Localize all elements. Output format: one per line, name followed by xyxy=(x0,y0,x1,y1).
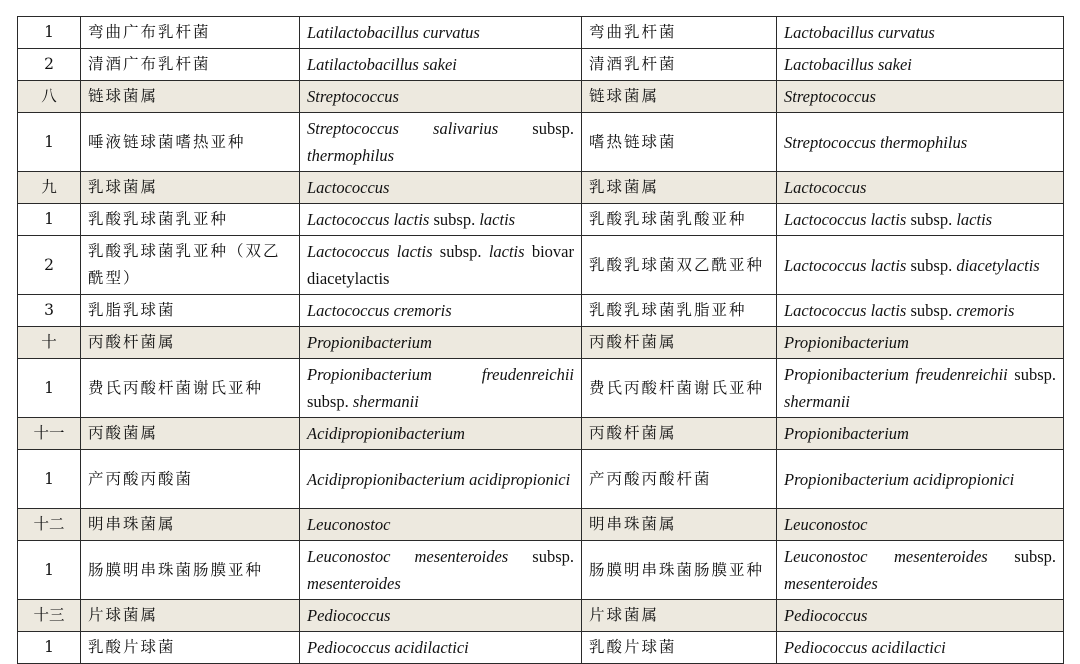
row-number: 九 xyxy=(18,172,81,204)
latin-name-segment: Streptococcus xyxy=(307,87,399,106)
chinese-name-new: 产丙酸丙酸菌 xyxy=(81,450,300,509)
latin-name-segment: Pediococcus xyxy=(784,606,868,625)
genus-row xyxy=(18,509,1064,541)
chinese-name-new: 明串珠菌属 xyxy=(81,509,300,541)
latin-name-segment: Streptococcus thermophilus xyxy=(784,132,968,152)
latin-name-old xyxy=(777,204,1064,236)
latin-name-segment: Lactococcus lactis xyxy=(784,210,907,229)
latin-name-new xyxy=(300,359,582,418)
chinese-name-new: 弯曲广布乳杆菌 xyxy=(81,17,300,49)
latin-name-segment: Propionibacterium acidipropionici xyxy=(784,469,1015,489)
genus-row xyxy=(18,600,1064,632)
chinese-name-new: 乳球菌属 xyxy=(81,172,300,204)
row-number: 八 xyxy=(18,81,81,113)
strain-name-table xyxy=(17,16,1064,664)
latin-name-new xyxy=(300,327,582,359)
genus-row xyxy=(18,327,1064,359)
latin-name-segment: shermanii xyxy=(784,392,850,411)
latin-name-segment: Lactococcus xyxy=(307,178,390,197)
latin-name-segment: Lactobacillus curvatus xyxy=(784,23,935,42)
chinese-name-old: 嗜热链球菌 xyxy=(582,113,777,172)
latin-name-old xyxy=(777,236,1064,295)
latin-name-old xyxy=(777,172,1064,204)
chinese-name-new: 链球菌属 xyxy=(81,81,300,113)
species-row xyxy=(18,17,1064,49)
latin-name-segment: subsp. xyxy=(906,301,957,320)
chinese-name-old: 清酒乳杆菌 xyxy=(582,49,777,81)
species-row xyxy=(18,541,1064,600)
latin-name-segment: Pediococcus acidilactici xyxy=(784,638,946,657)
latin-name-segment: Leuconostoc xyxy=(307,515,391,534)
latin-name-new xyxy=(300,632,582,664)
latin-name-segment: Streptococcus salivarius xyxy=(307,119,499,138)
latin-name-old xyxy=(777,509,1064,541)
latin-name-segment: Latilactobacillus sakei xyxy=(307,55,457,74)
chinese-name-new: 乳酸乳球菌乳亚种 xyxy=(81,204,300,236)
latin-name-segment: Lactococcus lactis xyxy=(307,210,430,229)
latin-name-old xyxy=(777,17,1064,49)
latin-name-segment: subsp. xyxy=(429,210,480,229)
latin-name-segment: diacetylactis xyxy=(956,255,1040,275)
latin-name-segment: lactis xyxy=(488,242,525,261)
chinese-name-new: 费氏丙酸杆菌谢氏亚种 xyxy=(81,359,300,418)
row-number: 3 xyxy=(18,295,81,327)
latin-name-segment: Pediococcus xyxy=(307,606,391,625)
latin-name-segment: subsp. xyxy=(906,255,957,275)
chinese-name-old: 乳酸乳球菌乳酸亚种 xyxy=(582,204,777,236)
latin-name-segment: Pediococcus acidilactici xyxy=(307,638,469,657)
species-row xyxy=(18,236,1064,295)
chinese-name-old: 弯曲乳杆菌 xyxy=(582,17,777,49)
latin-name-segment: Propionibacterium xyxy=(784,424,909,443)
row-number: 1 xyxy=(18,359,81,418)
latin-name-segment: Propionibacterium freudenreichii xyxy=(784,365,1008,384)
latin-name-old xyxy=(777,541,1064,600)
latin-name-new xyxy=(300,113,582,172)
row-number: 1 xyxy=(18,204,81,236)
latin-name-new xyxy=(300,541,582,600)
latin-name-old xyxy=(777,359,1064,418)
chinese-name-old: 乳酸乳球菌乳脂亚种 xyxy=(582,295,777,327)
latin-name-old xyxy=(777,418,1064,450)
latin-name-new xyxy=(300,509,582,541)
chinese-name-new: 肠膜明串珠菌肠膜亚种 xyxy=(81,541,300,600)
latin-name-segment: Lactococcus lactis xyxy=(784,301,907,320)
latin-name-segment: thermophilus xyxy=(307,146,395,165)
latin-name-segment: mesenteroides xyxy=(307,574,401,593)
chinese-name-old: 片球菌属 xyxy=(582,600,777,632)
chinese-name-old: 乳酸片球菌 xyxy=(582,632,777,664)
species-row xyxy=(18,450,1064,509)
row-number: 1 xyxy=(18,113,81,172)
latin-name-segment: lactis xyxy=(956,210,993,229)
row-number: 1 xyxy=(18,17,81,49)
row-number: 十一 xyxy=(18,418,81,450)
latin-name-old xyxy=(777,632,1064,664)
species-row xyxy=(18,632,1064,664)
latin-name-segment: Latilactobacillus curvatus xyxy=(307,23,480,42)
latin-name-old xyxy=(777,600,1064,632)
latin-name-segment: Lactococcus lactis xyxy=(784,255,907,275)
chinese-name-old: 肠膜明串珠菌肠膜亚种 xyxy=(582,541,777,600)
latin-name-segment: subsp. xyxy=(1007,365,1056,384)
latin-name-new xyxy=(300,81,582,113)
latin-name-segment: Lactococcus xyxy=(784,178,867,197)
latin-name-segment: cremoris xyxy=(956,301,1015,320)
latin-name-segment: Leuconostoc mesenteroides xyxy=(784,547,988,566)
latin-name-segment: Streptococcus xyxy=(784,87,876,106)
row-number: 2 xyxy=(18,49,81,81)
latin-name-new xyxy=(300,49,582,81)
latin-name-new xyxy=(300,204,582,236)
chinese-name-new: 丙酸杆菌属 xyxy=(81,327,300,359)
latin-name-segment: Leuconostoc xyxy=(784,515,868,534)
latin-name-old xyxy=(777,81,1064,113)
chinese-name-new: 清酒广布乳杆菌 xyxy=(81,49,300,81)
latin-name-new xyxy=(300,17,582,49)
species-row xyxy=(18,49,1064,81)
chinese-name-old: 产丙酸丙酸杆菌 xyxy=(582,450,777,509)
latin-name-old xyxy=(777,49,1064,81)
latin-name-segment: subsp. xyxy=(498,119,574,138)
chinese-name-new: 丙酸菌属 xyxy=(81,418,300,450)
chinese-name-old: 乳酸乳球菌双乙酰亚种 xyxy=(582,236,777,295)
chinese-name-old: 丙酸杆菌属 xyxy=(582,327,777,359)
chinese-name-old: 链球菌属 xyxy=(582,81,777,113)
chinese-name-new: 唾液链球菌嗜热亚种 xyxy=(81,113,300,172)
latin-name-segment: Acidipropionibacterium acidipropionici xyxy=(307,469,571,489)
table-body xyxy=(18,17,1064,664)
chinese-name-new: 乳酸片球菌 xyxy=(81,632,300,664)
genus-row xyxy=(18,418,1064,450)
chinese-name-new: 片球菌属 xyxy=(81,600,300,632)
latin-name-segment: subsp. xyxy=(432,242,489,261)
latin-name-segment: subsp. xyxy=(307,392,353,411)
row-number: 十二 xyxy=(18,509,81,541)
latin-name-segment: lactis xyxy=(479,210,516,229)
latin-name-new xyxy=(300,600,582,632)
genus-row xyxy=(18,172,1064,204)
latin-name-segment: Propionibacterium xyxy=(307,333,432,352)
chinese-name-new: 乳脂乳球菌 xyxy=(81,295,300,327)
latin-name-segment: Lactobacillus sakei xyxy=(784,55,912,74)
chinese-name-old: 费氏丙酸杆菌谢氏亚种 xyxy=(582,359,777,418)
latin-name-segment: Leuconostoc mesenteroides xyxy=(307,547,509,566)
latin-name-new xyxy=(300,418,582,450)
latin-name-segment: subsp. xyxy=(987,547,1056,566)
latin-name-old xyxy=(777,295,1064,327)
latin-name-old xyxy=(777,450,1064,509)
chinese-name-old: 明串珠菌属 xyxy=(582,509,777,541)
latin-name-new xyxy=(300,236,582,295)
latin-name-segment: Lactococcus cremoris xyxy=(307,301,452,320)
row-number: 十 xyxy=(18,327,81,359)
chinese-name-old: 乳球菌属 xyxy=(582,172,777,204)
species-row xyxy=(18,204,1064,236)
chinese-name-new: 乳酸乳球菌乳亚种（双乙酰型） xyxy=(81,236,300,295)
latin-name-segment: Lactococcus lactis xyxy=(307,242,433,261)
chinese-name-old: 丙酸杆菌属 xyxy=(582,418,777,450)
latin-name-segment: Propionibacterium xyxy=(784,333,909,352)
latin-name-old xyxy=(777,113,1064,172)
latin-name-new xyxy=(300,450,582,509)
row-number: 1 xyxy=(18,450,81,509)
latin-name-new xyxy=(300,172,582,204)
latin-name-segment: mesenteroides xyxy=(784,574,878,593)
row-number: 1 xyxy=(18,632,81,664)
latin-name-segment: shermanii xyxy=(352,392,419,411)
latin-name-old xyxy=(777,327,1064,359)
genus-row xyxy=(18,81,1064,113)
latin-name-segment: subsp. xyxy=(508,547,574,566)
species-row xyxy=(18,295,1064,327)
species-row xyxy=(18,113,1064,172)
species-row xyxy=(18,359,1064,418)
row-number: 2 xyxy=(18,236,81,295)
row-number: 1 xyxy=(18,541,81,600)
latin-name-segment: biovar diacetylactis xyxy=(307,242,574,288)
latin-name-new xyxy=(300,295,582,327)
latin-name-segment: Acidipropionibacterium xyxy=(307,424,465,443)
latin-name-segment: Propionibacterium freudenreichii xyxy=(307,365,574,384)
latin-name-segment: subsp. xyxy=(906,210,957,229)
row-number: 十三 xyxy=(18,600,81,632)
